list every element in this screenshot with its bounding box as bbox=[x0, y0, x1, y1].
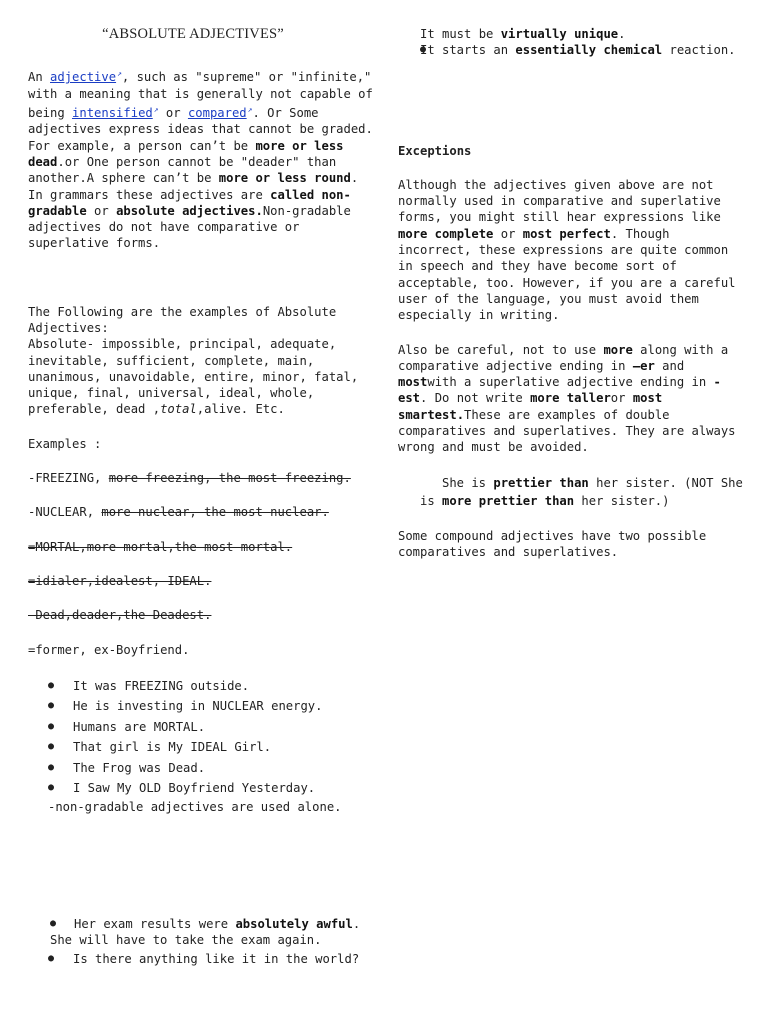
list-item: ● Is there anything like it in the world? bbox=[28, 951, 373, 967]
list-item bbox=[398, 26, 743, 42]
list-item: ● It was FREEZING outside. bbox=[28, 676, 373, 697]
examples-intro-paragraph bbox=[28, 304, 373, 418]
intro-text: Non-gradable adjectives do not have comparative or superlative forms. bbox=[28, 203, 351, 251]
paragraph-text: These are examples of double comparatives and superlatives. They are always wrong and must be avoided. bbox=[398, 407, 736, 455]
bold-phrase: more bbox=[603, 342, 633, 357]
bullet-text: It must be bbox=[420, 27, 501, 41]
compared-link[interactable]: compared bbox=[187, 106, 247, 121]
bold-phrase: prettier than bbox=[493, 475, 589, 490]
bottom-list bbox=[28, 916, 373, 967]
struck-text: =idialer,idealest, IDEAL. bbox=[28, 573, 212, 588]
intro-text: An bbox=[28, 70, 51, 85]
bold-phrase: most perfect bbox=[522, 226, 611, 241]
bullet-text: her sister.) bbox=[574, 493, 670, 508]
bullet-text: It starts an bbox=[420, 43, 516, 58]
list-item: ● He is investing in NUCLEAR energy. bbox=[28, 696, 373, 717]
bold-phrase: more taller bbox=[530, 391, 611, 406]
bullet-text: . She will have to take the exam again. bbox=[50, 917, 361, 948]
paragraph-text: . Do not write bbox=[420, 391, 531, 406]
bold-phrase: more or less dead bbox=[28, 138, 344, 169]
intro-text: , such as "supreme" or "infinite," with a meaning that is generally not capable of being bbox=[28, 70, 373, 121]
bullet-text: her sister. (NOT She is bbox=[420, 475, 743, 508]
bold-phrase: more or less round bbox=[218, 171, 351, 186]
paragraph-text: or bbox=[610, 391, 633, 406]
paragraph-text: and bbox=[654, 358, 685, 373]
bold-phrase: virtually unique bbox=[500, 27, 619, 41]
struck-text: =MORTAL,more mortal,the most mortal. bbox=[28, 539, 293, 554]
page-title: “ABSOLUTE ADJECTIVES” bbox=[102, 26, 284, 42]
bullet-text: Her exam results were bbox=[74, 917, 236, 931]
paragraph-text: or bbox=[493, 226, 523, 241]
sentence-list bbox=[28, 676, 373, 799]
list-item bbox=[28, 916, 373, 949]
bold-phrase: absolute adjectives. bbox=[116, 203, 263, 218]
examples-label: Examples : bbox=[28, 436, 102, 451]
bold-phrase: absolutely awful bbox=[235, 917, 353, 931]
bullet-text: . bbox=[618, 27, 626, 41]
bullet-text: reaction. bbox=[662, 43, 736, 58]
external-link-icon: ↗ bbox=[247, 104, 253, 114]
exceptions-paragraph bbox=[398, 177, 743, 324]
bold-phrase: -est bbox=[398, 375, 721, 406]
external-link-icon: ↗ bbox=[153, 104, 159, 114]
list-item bbox=[398, 474, 743, 510]
intro-text: or bbox=[158, 106, 188, 121]
intensified-link[interactable]: intensified bbox=[72, 106, 153, 121]
list-item: ● That girl is My IDEAL Girl. bbox=[28, 737, 373, 758]
example-line bbox=[28, 642, 373, 658]
list-item: ● Humans are MORTAL. bbox=[28, 717, 373, 738]
example-line bbox=[28, 504, 373, 520]
struck-text: more freezing, the most freezing. bbox=[108, 471, 351, 486]
external-link-icon: ↗ bbox=[117, 69, 122, 79]
intro-text: . In grammars these adjectives are bbox=[28, 171, 359, 202]
paragraph-text: . Though incorrect, these expressions are quite common in speech and they have become sort of acceptable, too. However, if you are a careful user of the language, you must avoid them especially in writing. bbox=[398, 226, 736, 323]
paragraph-text: Although the adjectives given above are not normally used in comparative and superlative forms, you might still hear expressions like bbox=[398, 177, 721, 225]
intro-paragraph bbox=[28, 66, 373, 251]
bold-phrase: most smartest. bbox=[398, 391, 663, 422]
example-word: -FREEZING, bbox=[28, 471, 109, 486]
compound-adjectives-paragraph: Some compound adjectives have two possible comparatives and superlatives. bbox=[398, 528, 707, 559]
struck-text: -Dead,deader,the Deadest. bbox=[28, 608, 212, 623]
double-comparatives-paragraph bbox=[398, 342, 743, 456]
bold-phrase: —er bbox=[632, 358, 655, 373]
list-item: ● The Frog was Dead. bbox=[28, 758, 373, 779]
example-word: =former, ex-Boyfriend. bbox=[28, 642, 190, 657]
adjective-list-text: ,alive. Etc. bbox=[196, 402, 285, 417]
intro-text: .or One person cannot be "deader" than another.A sphere can’t be bbox=[28, 154, 337, 186]
continued-list bbox=[398, 26, 743, 59]
list-item bbox=[398, 42, 743, 58]
bold-phrase: more prettier than bbox=[442, 493, 575, 508]
paragraph-text: Also be careful, not to use bbox=[398, 342, 604, 357]
bold-phrase: essentially chemical bbox=[515, 43, 663, 58]
example-line bbox=[28, 539, 373, 555]
example-line bbox=[28, 573, 373, 589]
bold-phrase: called non-gradable bbox=[28, 187, 351, 218]
example-line bbox=[28, 470, 373, 486]
prettier-list bbox=[398, 474, 743, 510]
paragraph-text: with a superlative adjective ending in bbox=[427, 375, 714, 390]
bold-phrase: most bbox=[398, 375, 428, 390]
italic-word: total bbox=[160, 402, 197, 417]
exceptions-heading: Exceptions bbox=[398, 143, 472, 158]
paragraph-text: along with a comparative adjective ending in bbox=[398, 342, 729, 373]
intro-text: or bbox=[86, 203, 117, 218]
alone-note: -non-gradable adjectives are used alone. bbox=[48, 799, 342, 814]
list-item: ● I Saw My OLD Boyfriend Yesterday. bbox=[28, 778, 373, 799]
struck-text: more nuclear, the most nuclear. bbox=[101, 505, 329, 520]
left-column bbox=[28, 26, 373, 966]
right-column bbox=[398, 26, 743, 560]
examples-intro-text: The Following are the examples of Absolute Adjectives: bbox=[28, 304, 337, 335]
intro-text: . Or Some adjectives express ideas that cannot be graded. For example, a person can’t be bbox=[28, 106, 373, 153]
bold-phrase: more complete bbox=[398, 226, 494, 241]
example-line bbox=[28, 607, 373, 623]
example-word: -NUCLEAR, bbox=[28, 505, 102, 520]
adjective-link[interactable]: adjective bbox=[50, 70, 117, 85]
adjective-list-text: Absolute- impossible, principal, adequate, inevitable, sufficient, complete, main, unanimous, unavoidable, entire, minor, fatal, unique, final, universal, ideal, whole, preferable, dead , bbox=[28, 337, 359, 417]
bullet-text: She is bbox=[442, 475, 494, 490]
